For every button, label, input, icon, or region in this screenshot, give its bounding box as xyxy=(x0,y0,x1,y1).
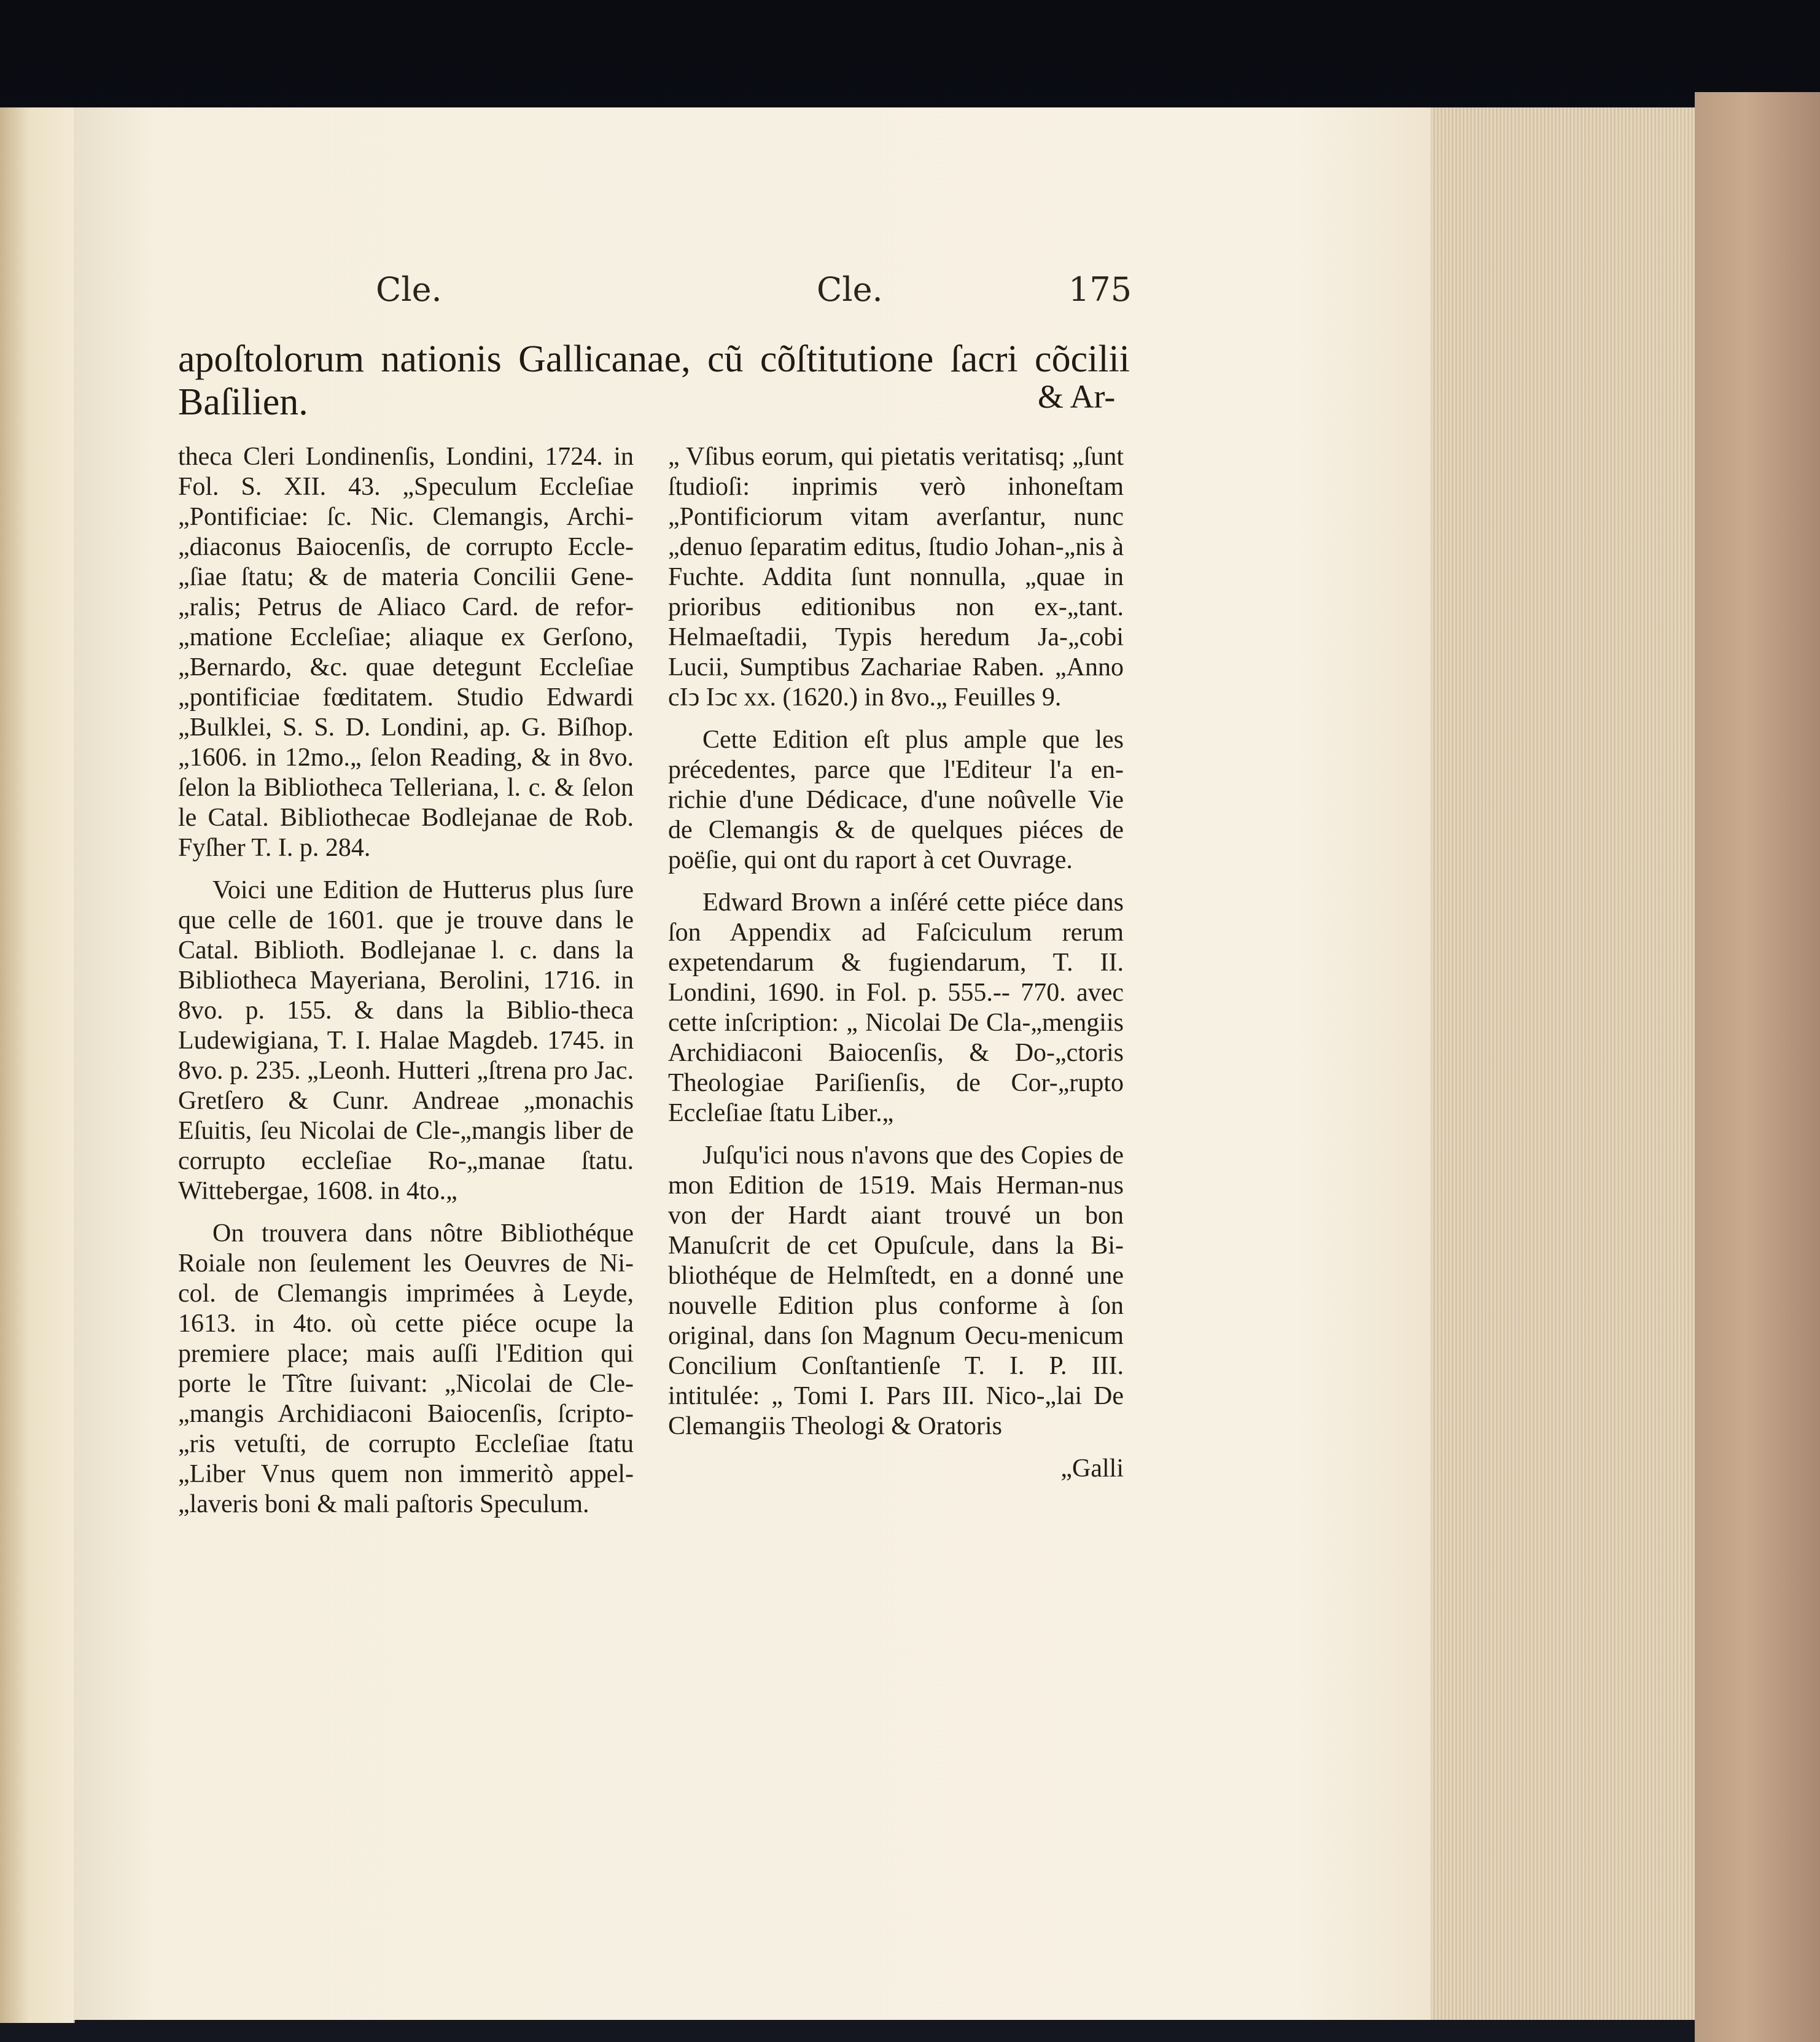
right-column xyxy=(668,442,1124,1484)
left-column xyxy=(178,442,634,1532)
page-number: 175 xyxy=(1068,270,1132,309)
page-fore-edge xyxy=(1431,107,1695,2020)
right-paragraph-1: „ Vſibus eorum, qui pietatis veritatisq; „ſunt ſtudioſi: inprimis verò inhoneſtam „Pontificiorum vitam averſantur, nunc „denuo ſeparatim editus, ſtudio Johan-„nis à Fuchte. Addita ſunt nonnulla, „quae in prioribus editionibus non ex-„tant. Helmaeſtadii, Typis heredum Ja-„cobi Lucii, Sumptibus Zachariae Raben. „Anno cIↄ Iↄc xx. (1620.) in 8vo.„ Feuilles 9. xyxy=(668,443,1124,712)
left-paragraph-3: On trouvera dans nôtre Bibliothéque Roiale non ſeulement les Oeuvres de Ni-col. de Clemangis imprimées à Leyde, 1613. in 4to. où cette piéce ocupe la premiere place; mais auſſi l'Edition qui porte le Tître ſuivant: „Nicolai de Cle-„mangis Archidiaconi Baiocenſis, ſcripto-„ris vetuſti, de corrupto Eccleſiae ſtatu „Liber Vnus quem non immeritò appel-„laveris boni & mali paſtoris Speculum. xyxy=(178,1219,634,1518)
left-page-edge xyxy=(0,107,75,2023)
left-paragraph-1: theca Cleri Londinenſis, Londini, 1724. in Fol. S. XII. 43. „Speculum Eccleſiae „Pontificiae: ſc. Nic. Clemangis, Archi-„diaconus Baiocenſis, de corrupto Eccle-„ſiae ſtatu; & de materia Concilii Gene-„ralis; Petrus de Aliaco Card. de refor-„matione Eccleſiae; aliaque ex Gerſono, „Bernardo, &c. quae detegunt Eccleſiae „pontificiae fœditatem. Studio Edwardi „Bulklei, S. S. D. Londini, ap. G. Biſhop. „1606. in 12mo.„ ſelon Reading, & in 8vo. ſelon la Bibliotheca Telleriana, l. c. & ſelon le Catal. Bibliothecae Bodlejanae de Rob. Fyſher T. I. p. 284. xyxy=(178,443,634,862)
book-cover xyxy=(1695,92,1820,2042)
headline: apoſtolorum nationis Gallicanae, cũ cõſtitutione ſacri cõcilii Baſilien. xyxy=(178,338,1130,423)
left-paragraph-2: Voici une Edition de Hutterus plus ſure que celle de 1601. que je trouve dans le Catal. Biblioth. Bodlejanae l. c. dans la Bibliotheca Mayeriana, Berolini, 1716. in 8vo. p. 155. & dans la Biblio-theca Ludewigiana, T. I. Halae Magdeb. 1745. in 8vo. p. 235. „Leonh. Hutteri „ſtrena pro Jac. Gretſero & Cunr. Andreae „monachis Eſuitis, ſeu Nicolai de Cle-„mangis liber de corrupto eccleſiae Ro-„manae ſtatu. Wittebergae, 1608. in 4to.„ xyxy=(178,876,634,1205)
running-head-center: Cle. xyxy=(817,270,883,309)
catchword: „Galli xyxy=(1060,1454,1124,1483)
right-paragraph-3: Edward Brown a inſéré cette piéce dans ſon Appendix ad Faſciculum rerum expetendarum & fugiendarum, T. II. Londini, 1690. in Fol. p. 555.-- 770. avec cette inſcription: „ Nicolai De Cla-„mengiis Archidiaconi Baiocenſis, & Do-„ctoris Theologiae Pariſienſis, de Cor-„rupto Eccleſiae ſtatu Liber.„ xyxy=(668,888,1124,1127)
right-paragraph-2: Cette Edition eſt plus ample que les précedentes, parce que l'Editeur l'a en-richie d'une Dédicace, d'une noûvelle Vie de Clemangis & de quelques piéces de poëſie, qui ont du raport à cet Ouvrage. xyxy=(668,726,1124,874)
right-paragraph-4: Juſqu'ici nous n'avons que des Copies de mon Edition de 1519. Mais Herman-nus von der Hardt aiant trouvé un bon Manuſcrit de cet Opuſcule, dans la Bi-bliothéque de Helmſtedt, en a donné une nouvelle Edition plus conforme à ſon original, dans ſon Magnum Oecu-menicum Concilium Conſtantienſe T. I. P. III. intitulée: „ Tomi I. Pars III. Nico-„lai De Clemangiis Theologi & Oratoris xyxy=(668,1141,1124,1440)
running-head-left: Cle. xyxy=(376,270,442,309)
headline-continuation: & Ar- xyxy=(1038,378,1116,415)
